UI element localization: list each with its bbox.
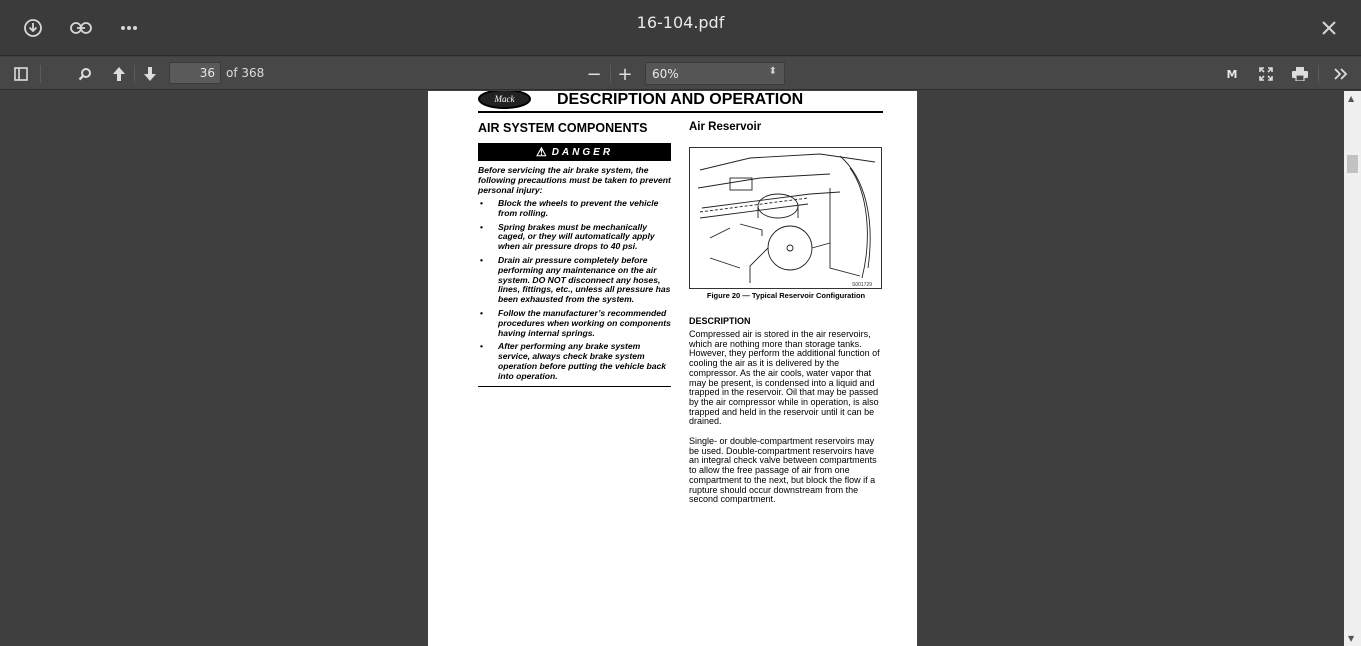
danger-banner (478, 143, 671, 161)
zoom-in-button[interactable]: + (617, 63, 633, 85)
description-paragraph-2: Single- or double-compartment reservoirs may be used. Double-compartment reservoirs have an integral check valve between compartments to allow the free passage of air from one compartment to the next, but block the flow if a rupture should occur downstream from the second compartment. (689, 436, 877, 505)
vertical-scrollbar[interactable] (1344, 91, 1361, 646)
pdf-page (428, 91, 917, 646)
scroll-down-arrow-icon[interactable]: ▼ (1348, 634, 1355, 643)
fullscreen-button[interactable] (1253, 61, 1279, 87)
document-title: 16-104.pdf (636, 13, 725, 32)
page-header-title: DESCRIPTION AND OPERATION (557, 91, 804, 108)
list-item: • Drain air pressure completely before performing any maintenance on the air system. DO NOT disconnect any hoses, lines, fittings, etc., unless all pressure has been exhausted from the system. (478, 256, 671, 305)
figure-caption: Figure 20 — Typical Reservoir Configuration (706, 291, 866, 300)
page-count: of 368 (226, 66, 265, 80)
sidebar-toggle-icon (14, 67, 28, 81)
danger-end-rule (478, 386, 671, 387)
list-item: • Spring brakes must be mechanically caged, or they will automatically apply when air pressure drops to 40 psi. (478, 223, 671, 252)
warning-intro: Before servicing the air brake system, the following precautions must be taken to prevent personal injury: (478, 165, 671, 195)
section-heading: AIR SYSTEM COMPONENTS (478, 121, 648, 135)
zoom-value: 60% (652, 67, 679, 81)
page-number-input[interactable] (169, 62, 221, 84)
double-chevron-right-icon (1334, 68, 1348, 80)
find-button[interactable] (72, 61, 98, 87)
toolbar-divider (1318, 65, 1319, 83)
list-item: • Follow the manufacturer’s recommended procedures when working on components having internal springs. (478, 309, 671, 338)
zoom-select[interactable] (645, 62, 785, 85)
left-column (478, 121, 671, 387)
reservoir-figure (689, 147, 882, 289)
subsection-heading: Air Reservoir (689, 121, 762, 133)
arrow-down-icon (142, 66, 158, 82)
danger-label: DANGER (551, 146, 614, 158)
toggle-sidebar-button[interactable] (8, 61, 34, 87)
description-heading: DESCRIPTION (689, 316, 751, 326)
reservoir-illustration (690, 148, 882, 289)
header-rule (478, 111, 883, 113)
close-icon (1321, 20, 1337, 36)
scroll-up-arrow-icon[interactable]: ▲ (1348, 94, 1355, 103)
warning-triangle-icon: ⚠ (535, 145, 547, 159)
description-paragraph-1: Compressed air is stored in the air reservoirs, which are nothing more than storage tanks. However, they perform the additional function of cooling the air as it is delivered by the compressor. As the air cools, water vapor that may be present, is condensed into a liquid and trapped in the reservoir. Oil that may be passed by the air compressor while in operation, is also trapped and held in the reservoir until it can be drained. (689, 329, 880, 427)
right-column (689, 121, 883, 505)
zoom-out-button[interactable]: − (586, 63, 602, 85)
precautions-list (478, 199, 671, 382)
toolbar-divider (40, 65, 41, 83)
scrollbar-thumb[interactable] (1347, 155, 1358, 173)
select-arrows-icon: ⬍ (768, 66, 777, 77)
arrow-up-icon (111, 66, 127, 82)
fullscreen-icon (1259, 67, 1273, 81)
figure-code: S001729 (852, 282, 873, 288)
next-page-button[interactable] (137, 61, 163, 87)
print-button[interactable] (1287, 61, 1313, 87)
list-item: • Block the wheels to prevent the vehicle from rolling. (478, 199, 671, 219)
toolbar-divider (610, 65, 611, 83)
search-icon (78, 67, 92, 81)
previous-page-button[interactable] (106, 61, 132, 87)
viewer-topbar (0, 0, 1361, 56)
tools-menu-button[interactable] (1328, 61, 1354, 87)
print-icon (1292, 67, 1308, 81)
document-viewer[interactable] (0, 91, 1344, 646)
brand-logo: Mack (478, 91, 531, 109)
toolbar-divider (134, 65, 135, 83)
close-button[interactable] (1313, 12, 1345, 44)
presentation-mode-button[interactable]: M (1226, 67, 1238, 81)
list-item: • After performing any brake system service, always check brake system operation before putting the vehicle back into operation. (478, 342, 671, 381)
